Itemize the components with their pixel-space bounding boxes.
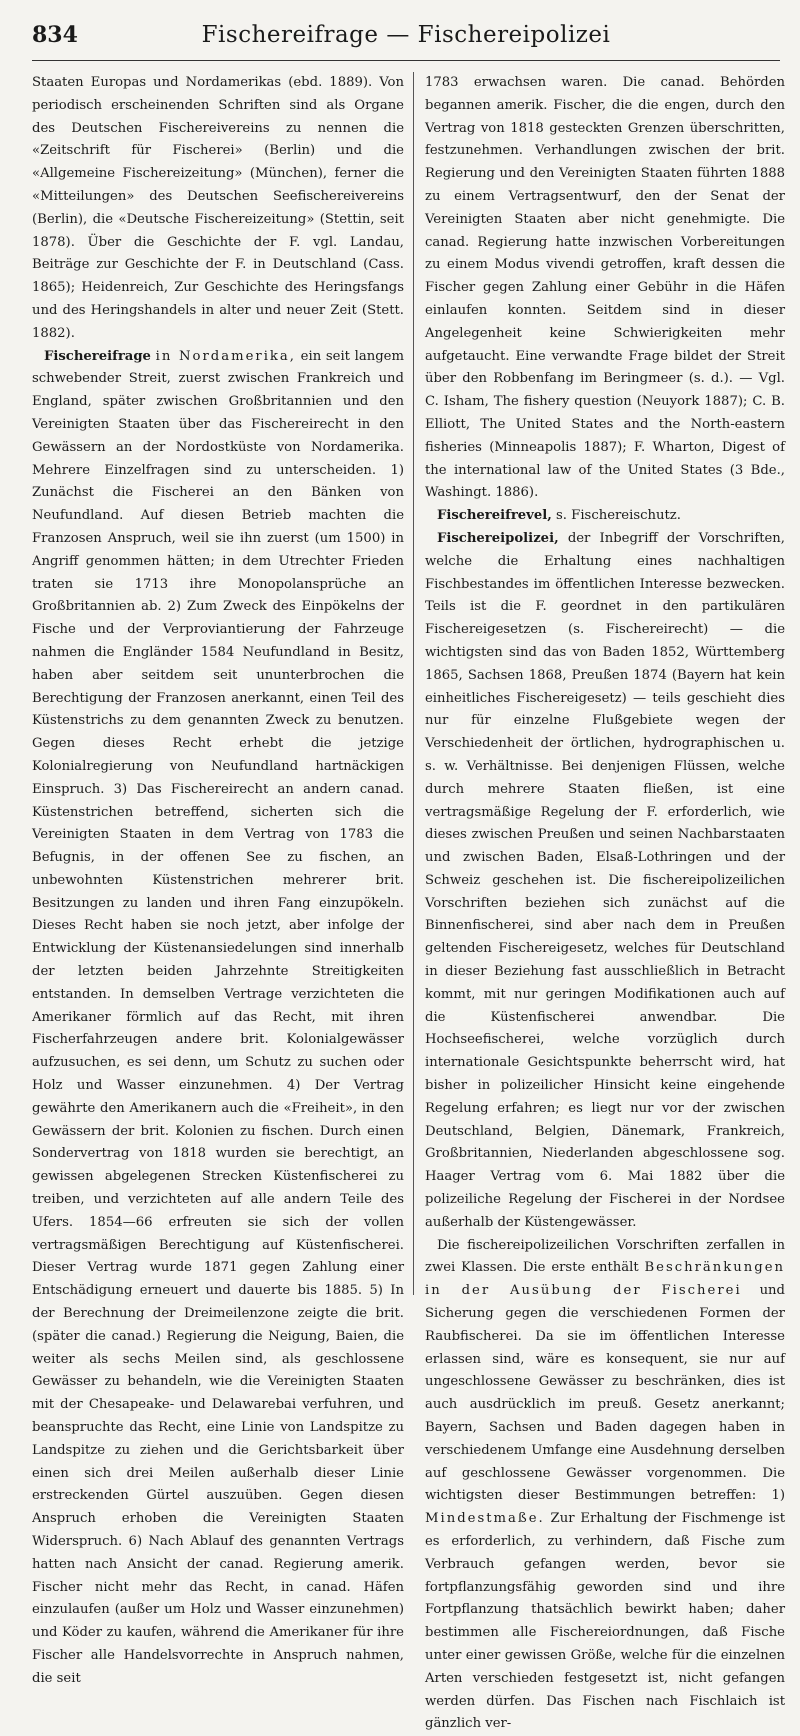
paragraph-text: und Sicherung gegen die verschiedenen Formen der Raubfischerei. Da sie im öffentlichen Interesse erlassen sind, wäre es konsequent, sie nur auf ungeschlossene Gewässer zu beschränken, dies ist auch ausdrücklich im preuß. Gesetz anerkannt; Bayern, Sachsen und Baden dagegen haben in verschiedenem Umfange eine Ausdehnung derselben auf geschlossene Gewässer vorgenommen. Die wichtigsten dieser Bestimmungen betreffen: 1) bbox=[425, 1283, 785, 1504]
entry-subtitle: in Nordamerika, bbox=[155, 348, 296, 364]
entry-body: ein seit langem schwebender Streit, zuerst zwischen Frankreich und England, später zwischen Großbritannien und den Vereinigten Staaten über das Fischereirecht in den Gewässern an der Nordostküste von Nordamerika. Mehrere Einzelfragen sind zu unterscheiden. 1) Zunächst die Fischerei an den Bänken von Neufundland. Auf diesen Betrieb machten die Franzosen Anspruch, weil sie ihn zuerst (um 1500) in Angriff genommen hätten; in dem Utrechter Frieden traten sie 1713 ihre Monopolansprüche an Großbritannien ab. 2) Zum Zweck des Einpökelns der Fische und der Verproviantierung der Fahrzeuge nahmen die Engländer 1584 Neufundland in Besitz, haben aber seitdem seit ununterbrochen die Berechtigung der Franzosen anerkannt, einen Teil des Küstenstrichs zu dem genannten Zweck zu benutzen. Gegen dieses Recht erhebt die jetzige Kolonialregierung von Neufundland hartnäckigen Einspruch. 3) Das Fischereirecht an andern canad. Küstenstrichen betreffend, sicherten sich die Vereinigten Staaten in dem Vertrag von 1783 die Befugnis, in der offenen See zu fischen, an unbewohnten Küstenstrichen mehrerer brit. Besitzungen zu landen und ihren Fang einzupökeln. Dieses Recht haben sie noch jetzt, aber infolge der Entwicklung der Küstenansiedelungen sind innerhalb der letzten beiden Jahrzehnte Streitigkeiten entstanden. In demselben Vertrage verzichteten die Amerikaner förmlich auf das Recht, mit ihren Fischerfahrzeugen andere brit. Kolonialgewässer aufzusuchen, es sei denn, um Schutz zu suchen oder Holz und Wasser einzunehmen. 4) Der Vertrag gewährte den Amerikanern auch die «Freiheit», in den Gewässern der brit. Kolonien zu fischen. Durch einen Sondervertrag von 1818 wurden sie berechtigt, an gewissen abgelegenen Strecken Küstenfischerei zu treiben, und verzichteten auf alle andern Teile des Ufers. 1854—66 erfreuten sie sich der vollen vertragsmäßigen Berechtigung auf Küstenfischerei. Dieser Vertrag wurde 1871 gegen Zahlung einer Entschädigung erneuert und dauerte bis 1885. 5) In der Berechnung der Dreimeilenzone zeigte die brit. (später die canad.) Regierung die Neigung, Baien, die weiter als sechs Meilen sind, als geschlossene Gewässer zu behandeln, wie die Vereinigten Staaten mit der Chesapeake- und Delawarebai verfuhren, und beanspruchte das Recht, eine Linie von Landspitze zu Landspitze zu ziehen und die Gerichtsbarkeit über einen sich drei Meilen außerhalb dieser Linie erstreckenden Gürtel auszuüben. Gegen diesen Anspruch erhoben die Vereinigten Staaten Widerspruch. 6) Nach Ablauf des genannten Vertrags hatten nach Ansicht der canad. Regierung amerik. Fischer nicht mehr das Recht, in canad. Häfen einzulaufen (außer um Holz und Wasser einzunehmen) und Köder zu kaufen, während die Amerikaner für ihre Fischer alle Handelsvorrechte in Anspruch nahmen, die seit bbox=[32, 348, 404, 1686]
paragraph-text: Die fischereipolizeilichen Vorschriften zerfallen in zwei Klassen. Die erste enthält bbox=[425, 1237, 785, 1276]
entry-fischereifrage bbox=[32, 346, 404, 1691]
left-column bbox=[32, 72, 404, 1686]
entry-headword: Fischereipolizei, bbox=[437, 530, 559, 546]
column-divider bbox=[413, 72, 414, 1295]
paragraph-continuation: 1783 erwachsen waren. Die canad. Behörden begannen amerik. Fischer, die die engen, durch den Vertrag von 1818 gesteckten Grenzen überschritten, festzunehmen. Verhandlungen zwischen der brit. Regierung und den Vereinigten Staaten führten 1888 zu einem Vertragsentwurf, den der Senat der Vereinigten Staaten aber nicht genehmigte. Die canad. Regierung hatte inzwischen Vorbereitungen zu einem Modus vivendi getroffen, kraft dessen die Fischer gegen Zahlung einer Gebühr in die Häfen einlaufen konnten. Seitdem sind in dieser Angelegenheit keine Schwierigkeiten mehr aufgetaucht. Eine verwandte Frage bildet der Streit über den Robbenfang im Beringmeer (s. d.). — Vgl. C. Isham, The fishery question (Neuyork 1887); C. B. Elliott, The United States and the North-eastern fisheries (Minneapolis 1887); F. Wharton, Digest of the international law of the United States (3 Bde., Washingt. 1886). bbox=[425, 75, 785, 501]
entry-headword: Fischereifrage bbox=[44, 348, 151, 364]
entry-body: der Inbegriff der Vorschriften, welche die Erhaltung eines nachhaltigen Fischbestandes im öffentlichen Interesse bezwecken. Teils ist die F. geordnet in den partikulären Fischereigesetzen (s. Fischereirecht) — die wichtigsten sind das von Baden 1852, Württemberg 1865, Sachsen 1868, Preußen 1874 (Bayern hat kein einheitliches Fischereigesetz) — teils geschieht dies nur für einzelne Flußgebiete wegen der Verschiedenheit der örtlichen, hydrographischen u. s. w. Verhältnisse. Bei denjenigen Flüssen, welche durch mehrere Staaten fließen, ist eine vertragsmäßige Regelung der F. erforderlich, wie dieses zwischen Preußen und seinen Nachbarstaaten und zwischen Baden, Elsaß-Lothringen und der Schweiz geschehen ist. Die fischereipolizeilichen Vorschriften beziehen sich zunächst auf die Binnenfischerei, sind aber nach dem in Preußen geltenden Fischereigesetz, welches für Deutschland in dieser Beziehung fast ausschließlich in Betracht kommt, mit nur geringen Modifikationen auch auf die Küstenfischerei anwendbar. Die Hochseefischerei, welche vorzüglich durch internationale Gesichtspunkte beherrscht wird, hat bisher in polizeilicher Hinsicht keine eingehende Regelung erfahren; es liegt nur vor der zwischen Deutschland, Belgien, Dänemark, Frankreich, Großbritannien, Niederlanden abgeschlossene sog. Haager Vertrag vom 6. Mai 1882 über die polizeiliche Regelung der Fischerei in der Nordsee außerhalb der Küstengewässer. bbox=[425, 530, 785, 1230]
page-number: 834 bbox=[32, 22, 78, 48]
entry-headword: Fischereifrevel, bbox=[437, 508, 552, 524]
right-column bbox=[425, 72, 785, 1732]
entry-fischereipolizei bbox=[425, 528, 785, 1235]
spaced-term: Mindestmaße. bbox=[425, 1511, 545, 1527]
entry-body: s. Fischereischutz. bbox=[556, 508, 681, 524]
entry-fischereifrevel bbox=[425, 505, 785, 528]
paragraph-vorschriften bbox=[425, 1235, 785, 1736]
paragraph-text: Zur Erhaltung der Fischmenge ist es erforderlich, zu verhindern, daß Fische zum Verbrauch gefangen werden, bevor sie fortpflanzungsfähig geworden sind und ihre Fortpflanzung thatsächlich bewirkt haben; daher bestimmen alle Fischereiordnungen, daß Fische unter einer gewissen Größe, welche für die einzelnen Arten verschieden festgesetzt ist, nicht gefangen werden dürfen. Das Fischen nach Fischlaich ist gänzlich ver- bbox=[425, 1511, 785, 1732]
paragraph-fischerei-literature: Staaten Europas und Nordamerikas (ebd. 1889). Von periodisch erscheinenden Schriften sind als Organe des Deutschen Fischereivereins zu nennen die «Zeitschrift für Fischerei» (Berlin) und die «Allgemeine Fischereizeitung» (München), ferner die «Mitteilungen» des Deutschen Seefischereivereins (Berlin), die «Deutsche Fischereizeitung» (Stettin, seit 1878). Über die Geschichte der F. vgl. Landau, Beiträge zur Geschichte der F. in Deutschland (Cass. 1865); Heidenreich, Zur Geschichte des Heringsfangs und des Heringshandels in alter und neuer Zeit (Stett. 1882). bbox=[32, 75, 404, 341]
page-header bbox=[32, 12, 780, 61]
spaced-term: Beschränkungen in der Ausübung der Fischerei bbox=[425, 1260, 785, 1299]
running-title: Fischereifrage — Fischereipolizei bbox=[201, 22, 611, 48]
